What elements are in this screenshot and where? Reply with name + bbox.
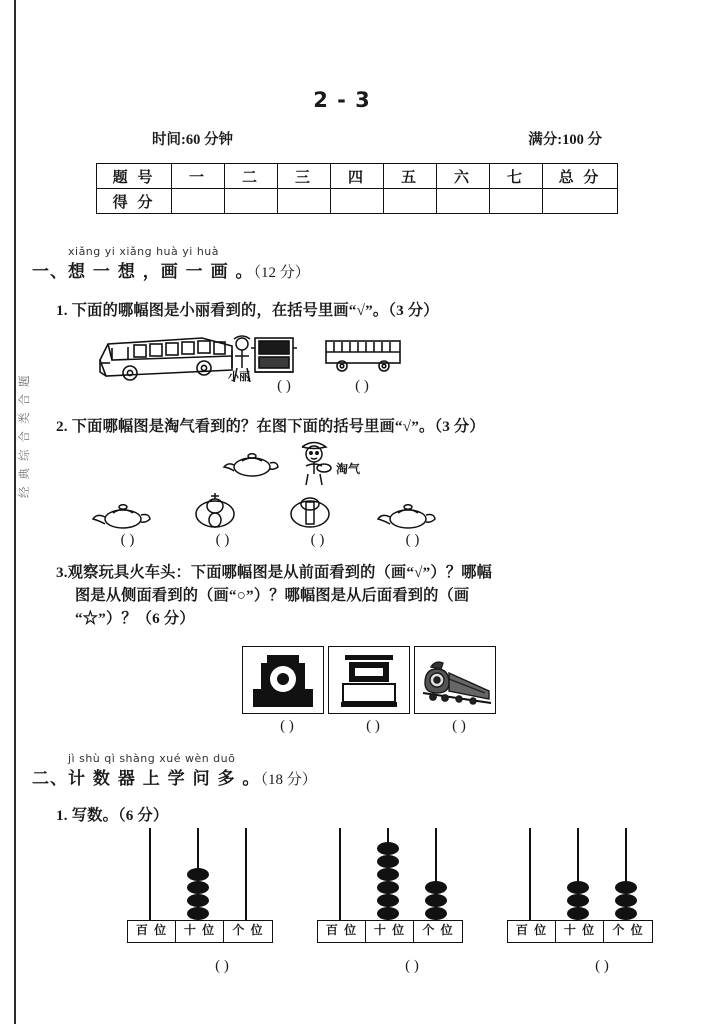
score-table-col-4: 四: [331, 164, 384, 189]
abacus-bead: [377, 907, 399, 920]
abacus-bead: [615, 894, 637, 907]
bus-front-view-illustration: [247, 334, 301, 378]
train-front-view-illustration: [243, 647, 323, 713]
answer-paren[interactable]: ( ): [405, 958, 419, 974]
score-table-score-label: 得 分: [97, 189, 172, 214]
score-cell-6[interactable]: [437, 189, 490, 214]
question-1-2: [56, 416, 666, 438]
abacus-place-ones: 个 位: [422, 923, 454, 937]
abacus-bead: [425, 881, 447, 894]
answer-paren[interactable]: ( ): [120, 532, 135, 548]
train-front-view-box: [242, 646, 324, 714]
score-cell-2[interactable]: [225, 189, 278, 214]
score-cell-3[interactable]: [278, 189, 331, 214]
section-2-points: （18 分）: [260, 772, 317, 788]
answer-paren[interactable]: ( ): [310, 532, 325, 548]
answer-paren[interactable]: ( ): [366, 718, 380, 734]
abacus-base-2: [317, 920, 463, 943]
teapot-reference-illustration: [222, 445, 282, 479]
abacus-bead: [377, 868, 399, 881]
abacus-bead: [425, 894, 447, 907]
train-back-view-illustration: [329, 647, 409, 713]
score-table-col-2: 二: [225, 164, 278, 189]
score-cell-4[interactable]: [331, 189, 384, 214]
question-1-2-text: 下面哪幅图是淘气看到的？在图下面的括号里画“√”。（3 分）: [71, 418, 485, 435]
answer-paren[interactable]: ( ): [277, 378, 291, 394]
abacus-place-hundreds: 百 位: [318, 921, 366, 942]
figure-label-xiaoli: 小丽: [228, 370, 250, 383]
abacus-bead: [615, 881, 637, 894]
answer-paren[interactable]: ( ): [215, 958, 229, 974]
margin-note: 经典综合类合题: [17, 368, 31, 498]
question-1-3-line3-wrap: [75, 608, 675, 630]
score-cell-7[interactable]: [490, 189, 543, 214]
section-2: [32, 752, 682, 789]
bus-side-view-illustration: [322, 336, 404, 376]
abacus-device-3: [507, 828, 667, 940]
abacus-bead: [187, 868, 209, 881]
table-row-question-numbers: [97, 164, 618, 189]
score-cell-1[interactable]: [172, 189, 225, 214]
section-1-title: [32, 257, 682, 282]
abacus-rod-hundreds: [529, 828, 531, 920]
section-1-title-text: 一、想 一 想 ，画 一 画 。: [32, 262, 254, 282]
answer-paren[interactable]: ( ): [215, 532, 230, 548]
abacus-place-ones: 个 位: [232, 923, 264, 937]
score-table-col-1: 一: [172, 164, 225, 189]
abacus-rod-ones: [245, 828, 247, 920]
question-2-1-number: 1.: [56, 807, 68, 824]
abacus-rod-hundreds: [149, 828, 151, 920]
section-2-pinyin: jì shù qì shàng xué wèn duō: [68, 752, 236, 765]
answer-paren[interactable]: ( ): [595, 958, 609, 974]
abacus-bead: [567, 907, 589, 920]
boy-taoqi-illustration: [294, 438, 336, 486]
abacus-rod-hundreds: [339, 828, 341, 920]
score-table: [96, 163, 618, 214]
abacus-bead: [377, 855, 399, 868]
abacus-bead: [425, 907, 447, 920]
abacus-bead: [187, 881, 209, 894]
train-locomotive-perspective-illustration: [415, 647, 495, 713]
page-title: 2 - 3: [313, 88, 371, 112]
score-cell-5[interactable]: [384, 189, 437, 214]
score-table-col-total: 总 分: [543, 164, 618, 189]
abacus-bead: [187, 894, 209, 907]
question-1-3-answers: [244, 718, 502, 735]
train-back-view-box: [328, 646, 410, 714]
total-points: 满分:100 分: [528, 132, 602, 148]
question-1-3-line2: 图是从侧面看到的（画“○”）？哪幅图是从后面看到的（画: [75, 587, 470, 604]
abacus-bead: [377, 881, 399, 894]
train-side-view-box: [414, 646, 496, 714]
abacus-device-2: [317, 828, 477, 940]
answer-paren[interactable]: ( ): [280, 718, 294, 734]
question-1-1-number: 1.: [56, 302, 68, 319]
section-1: [32, 245, 682, 282]
abacus-place-ones: 个 位: [612, 923, 644, 937]
score-table-col-3: 三: [278, 164, 331, 189]
abacus-bead: [567, 894, 589, 907]
question-1-1-text: 下面的哪幅图是小丽看到的，在括号里画“√”。（3 分）: [71, 302, 439, 319]
exam-meta: [152, 128, 602, 149]
teapot-top-view-spout-illustration: [187, 492, 243, 532]
question-1-3-line3: “☆”）？（6 分）: [75, 610, 195, 627]
question-1-3: [56, 562, 671, 584]
score-cell-total[interactable]: [543, 189, 618, 214]
abacus-bead: [567, 881, 589, 894]
abacus-place-tens: 十 位: [176, 921, 224, 942]
abacus-place-hundreds: 百 位: [508, 921, 556, 942]
abacus-bead: [377, 842, 399, 855]
question-1-3-line2-wrap: [75, 585, 675, 607]
abacus-bead: [377, 894, 399, 907]
question-1-2-number: 2.: [56, 418, 68, 435]
abacus-place-tens: 十 位: [556, 921, 604, 942]
abacus-place-tens: 十 位: [366, 921, 414, 942]
score-table-col-5: 五: [384, 164, 437, 189]
abacus-device-1: [127, 828, 287, 940]
abacus-bead: [187, 907, 209, 920]
score-table-col-6: 六: [437, 164, 490, 189]
teapot-side-view-a-illustration: [92, 495, 154, 531]
answer-paren[interactable]: ( ): [405, 532, 420, 548]
answer-paren[interactable]: ( ): [452, 718, 466, 734]
section-1-pinyin: xiǎng yi xiǎng huà yi huà: [68, 245, 220, 258]
question-2-1-answers: [127, 958, 697, 975]
section-1-points: （12 分）: [253, 265, 310, 281]
table-row-scores: [97, 189, 618, 214]
time-limit: 时间:60 分钟: [152, 132, 233, 148]
abacus-place-hundreds: 百 位: [128, 921, 176, 942]
abacus-base-3: [507, 920, 653, 943]
question-2-1-text: 写数。（6 分）: [71, 807, 169, 824]
score-table-col-7: 七: [490, 164, 543, 189]
answer-paren[interactable]: ( ): [355, 378, 369, 394]
teapot-side-view-b-illustration: [377, 495, 439, 531]
question-1-2-answers: [80, 532, 460, 549]
question-2-1: [56, 805, 656, 827]
question-1-1: [56, 300, 666, 322]
abacus-base-1: [127, 920, 273, 943]
figure-label-taoqi: 淘气: [336, 462, 361, 476]
question-1-3-number: 3.: [56, 564, 68, 581]
page-left-rule: [14, 0, 16, 1024]
abacus-bead: [615, 907, 637, 920]
section-2-title: [32, 764, 682, 789]
worksheet-page: [32, 0, 682, 1024]
score-table-row-label: 题 号: [97, 164, 172, 189]
section-2-title-text: 二、计 数 器 上 学 问 多 。: [32, 769, 261, 789]
teapot-top-view-handle-illustration: [282, 492, 338, 532]
question-1-1-answers: [245, 378, 401, 395]
question-1-3-line1: 观察玩具火车头：下面哪幅图是从前面看到的（画“√”）？哪幅: [67, 564, 492, 581]
